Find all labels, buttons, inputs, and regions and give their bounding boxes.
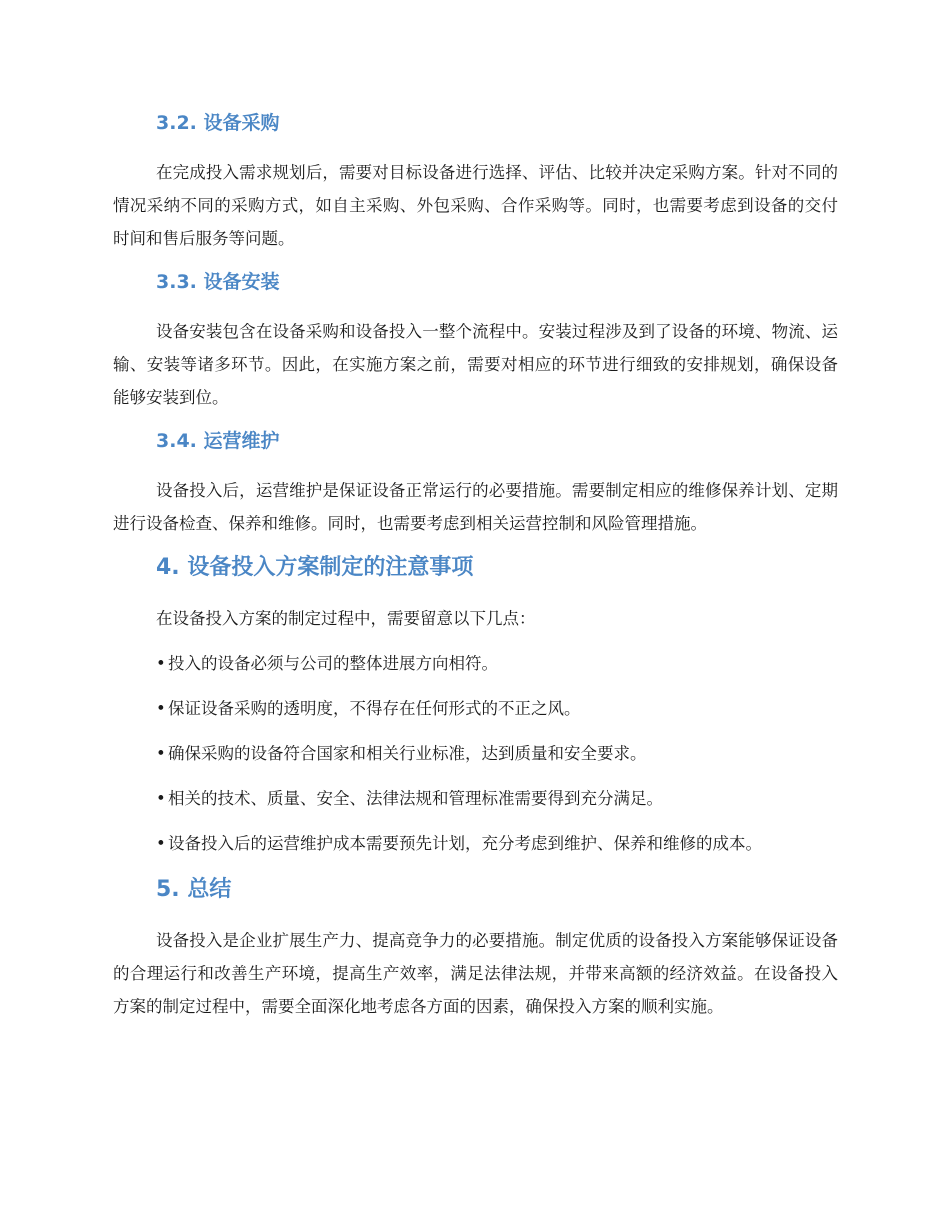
heading-4: 4. 设备投入方案制定的注意事项 — [156, 555, 474, 580]
list-item-text: 设备投入后的运营维护成本需要预先计划，充分考虑到维护、保养和维修的成本。 — [168, 834, 762, 853]
bullet-marker: • — [156, 654, 166, 673]
list-item-text: 确保采购的设备符合国家和相关行业标准，达到质量和安全要求。 — [168, 744, 647, 763]
list-item-text: 保证设备采购的透明度，不得存在任何形式的不正之风。 — [168, 699, 581, 718]
bullet-marker: • — [156, 834, 166, 853]
bullet-marker: • — [156, 744, 166, 763]
bullet-list — [113, 647, 838, 860]
list-item — [156, 737, 838, 770]
paragraph-5: 设备投入是企业扩展生产力、提高竞争力的必要措施。制定优质的设备投入方案能够保证设备的合理运行和改善生产环境，提高生产效率，满足法律法规，并带来高额的经济效益。在设备投入方案的制定过程中，需要全面深化地考虑各方面的因素，确保投入方案的顺利实施。 — [113, 931, 838, 1016]
heading-3-3: 3.3. 设备安装 — [156, 271, 280, 293]
document-content — [113, 106, 838, 1033]
paragraph-3-3: 设备安装包含在设备采购和设备投入一整个流程中。安装过程涉及到了设备的环境、物流、运输、安装等诸多环节。因此，在实施方案之前，需要对相应的环节进行细致的安排规划，确保设备能够安装到位。 — [113, 322, 838, 407]
list-item-text: 投入的设备必须与公司的整体进展方向相符。 — [168, 654, 498, 673]
list-item — [156, 647, 838, 680]
heading-3-4: 3.4. 运营维护 — [156, 430, 280, 452]
paragraph-3-2: 在完成投入需求规划后，需要对目标设备进行选择、评估、比较并决定采购方案。针对不同的情况采纳不同的采购方式，如自主采购、外包采购、合作采购等。同时，也需要考虑到设备的交付时间和售后服务等问题。 — [113, 163, 838, 248]
list-item — [156, 827, 838, 860]
heading-5: 5. 总结 — [156, 877, 232, 902]
paragraph-4-intro: 在设备投入方案的制定过程中，需要留意以下几点： — [156, 609, 536, 628]
list-item — [156, 782, 838, 815]
list-item-text: 相关的技术、质量、安全、法律法规和管理标准需要得到充分满足。 — [168, 789, 663, 808]
bullet-marker: • — [156, 789, 166, 808]
list-item — [156, 692, 838, 725]
bullet-marker: • — [156, 699, 166, 718]
paragraph-3-4: 设备投入后，运营维护是保证设备正常运行的必要措施。需要制定相应的维修保养计划、定期进行设备检查、保养和维修。同时，也需要考虑到相关运营控制和风险管理措施。 — [113, 481, 838, 533]
heading-3-2: 3.2. 设备采购 — [156, 112, 280, 134]
